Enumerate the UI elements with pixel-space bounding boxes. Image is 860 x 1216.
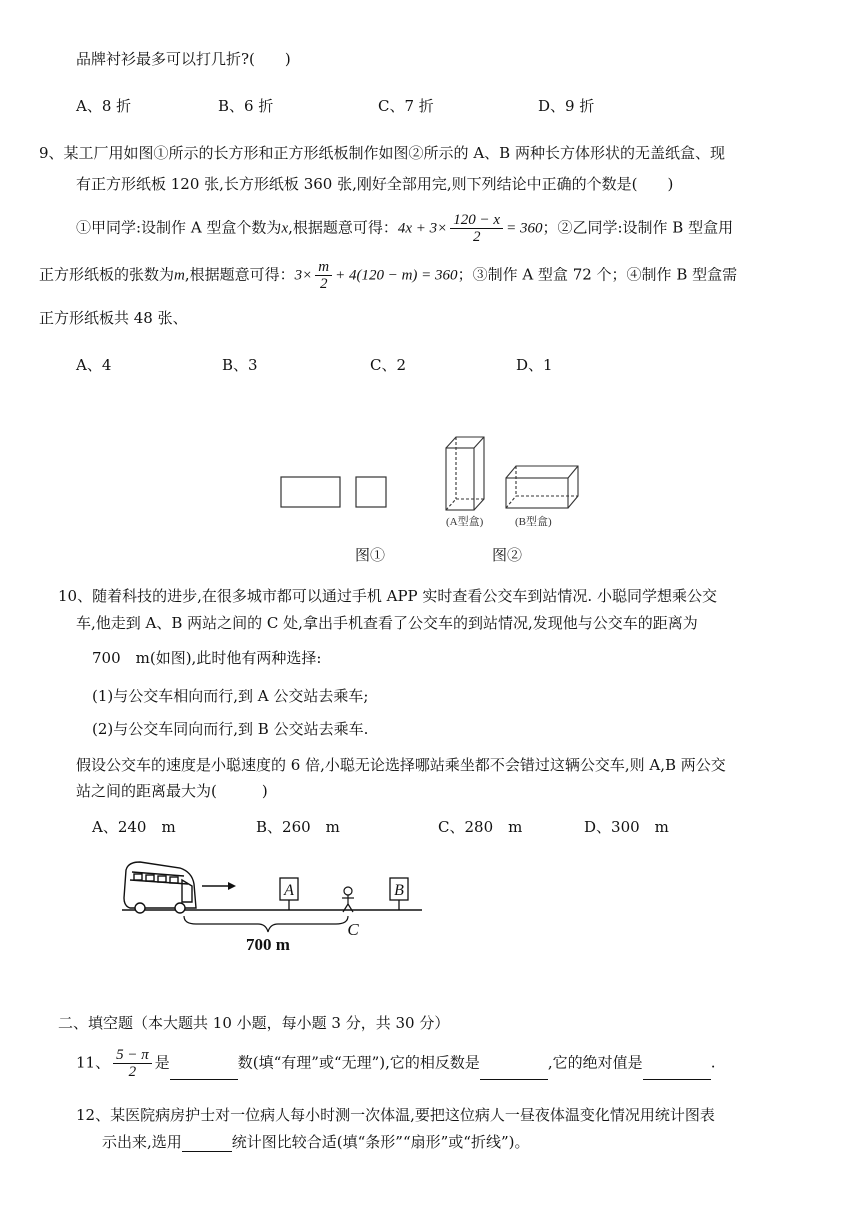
q9-line4-mid: ,根据题意可得： bbox=[184, 265, 295, 284]
q9-line-2: 有正方形纸板 120 张,长方形纸板 360 张,刚好全部用完,则下列结论中正确的个数是( ) bbox=[76, 175, 674, 193]
q10-line-4: (1)与公交车相向而行,到 A 公交站去乘车; bbox=[92, 687, 369, 705]
person-icon bbox=[342, 887, 354, 912]
direction-arrow-icon bbox=[202, 882, 236, 890]
fig1-rectangle bbox=[281, 477, 340, 507]
q12-line-2-post: 统计图比较合适(填“条形”“扇形”或“折线”)。 bbox=[231, 1133, 530, 1151]
fig2-caption: 图② bbox=[492, 548, 523, 564]
q8-option-c: C、7 折 bbox=[378, 97, 434, 115]
q9-eq1-fraction bbox=[450, 212, 503, 245]
q11-numerator: 5 − π bbox=[113, 1047, 152, 1064]
q12-blank[interactable] bbox=[182, 1137, 232, 1152]
q10-line-3: 700 m(如图),此时他有两种选择: bbox=[92, 649, 322, 667]
q9-eq1-left: 4x + 3× bbox=[397, 220, 448, 237]
q9-s1-pre: ①甲同学:设制作 A 型盒个数为 bbox=[76, 218, 282, 237]
q8-option-b: B、6 折 bbox=[218, 97, 274, 115]
q10-option-a: A、240 m bbox=[92, 818, 176, 836]
q9-line4-post: ；③制作 A 型盒 72 个；④制作 B 型盒需 bbox=[457, 265, 738, 284]
q11-blank-1[interactable] bbox=[170, 1065, 238, 1080]
q9-line4-var: m bbox=[174, 267, 185, 284]
q12-line-1: 12、某医院病房护士对一位病人每小时测一次体温,要把这位病人一昼夜体温变化情况用统计图表 bbox=[76, 1106, 715, 1124]
q10-line-7: 站之间的距离最大为( ) bbox=[76, 782, 268, 800]
q9-eq2-numerator: m bbox=[315, 259, 332, 276]
q10-figure bbox=[118, 850, 428, 960]
q11-denominator: 2 bbox=[128, 1064, 137, 1080]
q9-eq2-denominator: 2 bbox=[319, 276, 328, 292]
q8-option-a: A、8 折 bbox=[76, 97, 132, 115]
q11-number: 11、 bbox=[76, 1053, 111, 1072]
q9-statement-2 bbox=[39, 259, 737, 292]
station-b-label: B bbox=[394, 882, 404, 899]
section-2-title: 二、填空题（本大题共 10 小题，每小题 3 分，共 30 分） bbox=[58, 1014, 450, 1032]
q9-option-a: A、4 bbox=[76, 356, 112, 374]
q11-blank-2[interactable] bbox=[480, 1065, 548, 1080]
distance-label: 700 m bbox=[246, 935, 290, 954]
q10-line-2: 车,他走到 A、B 两站之间的 C 处,拿出手机查看了公交车的到站情况,发现他与公交车的距离为 bbox=[76, 614, 698, 632]
station-a-label: A bbox=[284, 882, 294, 899]
q8-text: 品牌衬衫最多可以打几折?( ) bbox=[76, 50, 291, 68]
bus-icon bbox=[124, 862, 196, 913]
q9-option-c: C、2 bbox=[370, 356, 407, 374]
q9-s1-mid: ,根据题意可得： bbox=[288, 218, 398, 237]
q10-line-6: 假设公交车的速度是小聪速度的 6 倍,小聪无论选择哪站乘坐都不会错过这辆公交车,则 A,B 两公交 bbox=[76, 756, 726, 774]
q10-line-1: 10、随着科技的进步,在很多城市都可以通过手机 APP 实时查看公交车到站情况. 小聪同学想乘公交 bbox=[58, 587, 717, 605]
q12-line-2-pre: 示出来,选用 bbox=[102, 1133, 182, 1151]
q9-eq2-fraction bbox=[315, 259, 332, 292]
q9-figure bbox=[270, 430, 600, 570]
q9-option-d: D、1 bbox=[516, 356, 553, 374]
q12-line-2 bbox=[102, 1131, 530, 1152]
q9-line-1: 9、某工厂用如图①所示的长方形和正方形纸板制作如图②所示的 A、B 两种长方体形状的无盖纸盒、现 bbox=[39, 144, 725, 162]
fig1-caption: 图① bbox=[355, 548, 386, 564]
q9-eq1-denominator: 2 bbox=[472, 229, 481, 245]
q11-text-1: 是 bbox=[154, 1053, 170, 1072]
point-c-label: C bbox=[347, 920, 359, 939]
q10-line-5: (2)与公交车同向而行,到 B 公交站去乘车. bbox=[92, 720, 369, 738]
distance-brace bbox=[184, 916, 348, 932]
q9-s2: ；②乙同学:设制作 B 型盒用 bbox=[542, 218, 734, 237]
q9-s1-var: x bbox=[281, 220, 289, 237]
q11-blank-3[interactable] bbox=[643, 1065, 711, 1080]
q9-line-5: 正方形纸板共 48 张、 bbox=[39, 309, 188, 327]
q8-option-d: D、9 折 bbox=[538, 97, 595, 115]
q11-fraction bbox=[113, 1047, 152, 1080]
q9-line4-pre: 正方形纸板的张数为 bbox=[39, 265, 175, 284]
fig2-a-box-label: (A型盒) bbox=[446, 516, 484, 528]
q9-eq2-left: 3× bbox=[294, 267, 313, 284]
q9-eq1-right: = 360 bbox=[506, 220, 543, 237]
fig1-square bbox=[356, 477, 386, 507]
fig2-b-box-label: (B型盒) bbox=[515, 516, 552, 528]
q11-text-2: 数(填“有理”或“无理”),它的相反数是 bbox=[237, 1053, 480, 1072]
fig2-a-box bbox=[446, 437, 484, 510]
q10-option-b: B、260 m bbox=[256, 818, 340, 836]
q11-text-4: . bbox=[710, 1053, 716, 1072]
q11-line bbox=[76, 1047, 715, 1080]
station-a bbox=[280, 878, 298, 910]
q11-text-3: ,它的绝对值是 bbox=[547, 1053, 643, 1072]
q10-option-c: C、280 m bbox=[438, 818, 523, 836]
q9-statement-1 bbox=[76, 212, 733, 245]
q10-option-d: D、300 m bbox=[584, 818, 669, 836]
q9-eq2-right: + 4(120 − m) = 360 bbox=[335, 267, 458, 284]
q9-option-b: B、3 bbox=[222, 356, 258, 374]
station-b bbox=[390, 878, 408, 910]
q9-eq1-numerator: 120 − x bbox=[450, 212, 503, 229]
fig2-b-box bbox=[506, 466, 578, 508]
